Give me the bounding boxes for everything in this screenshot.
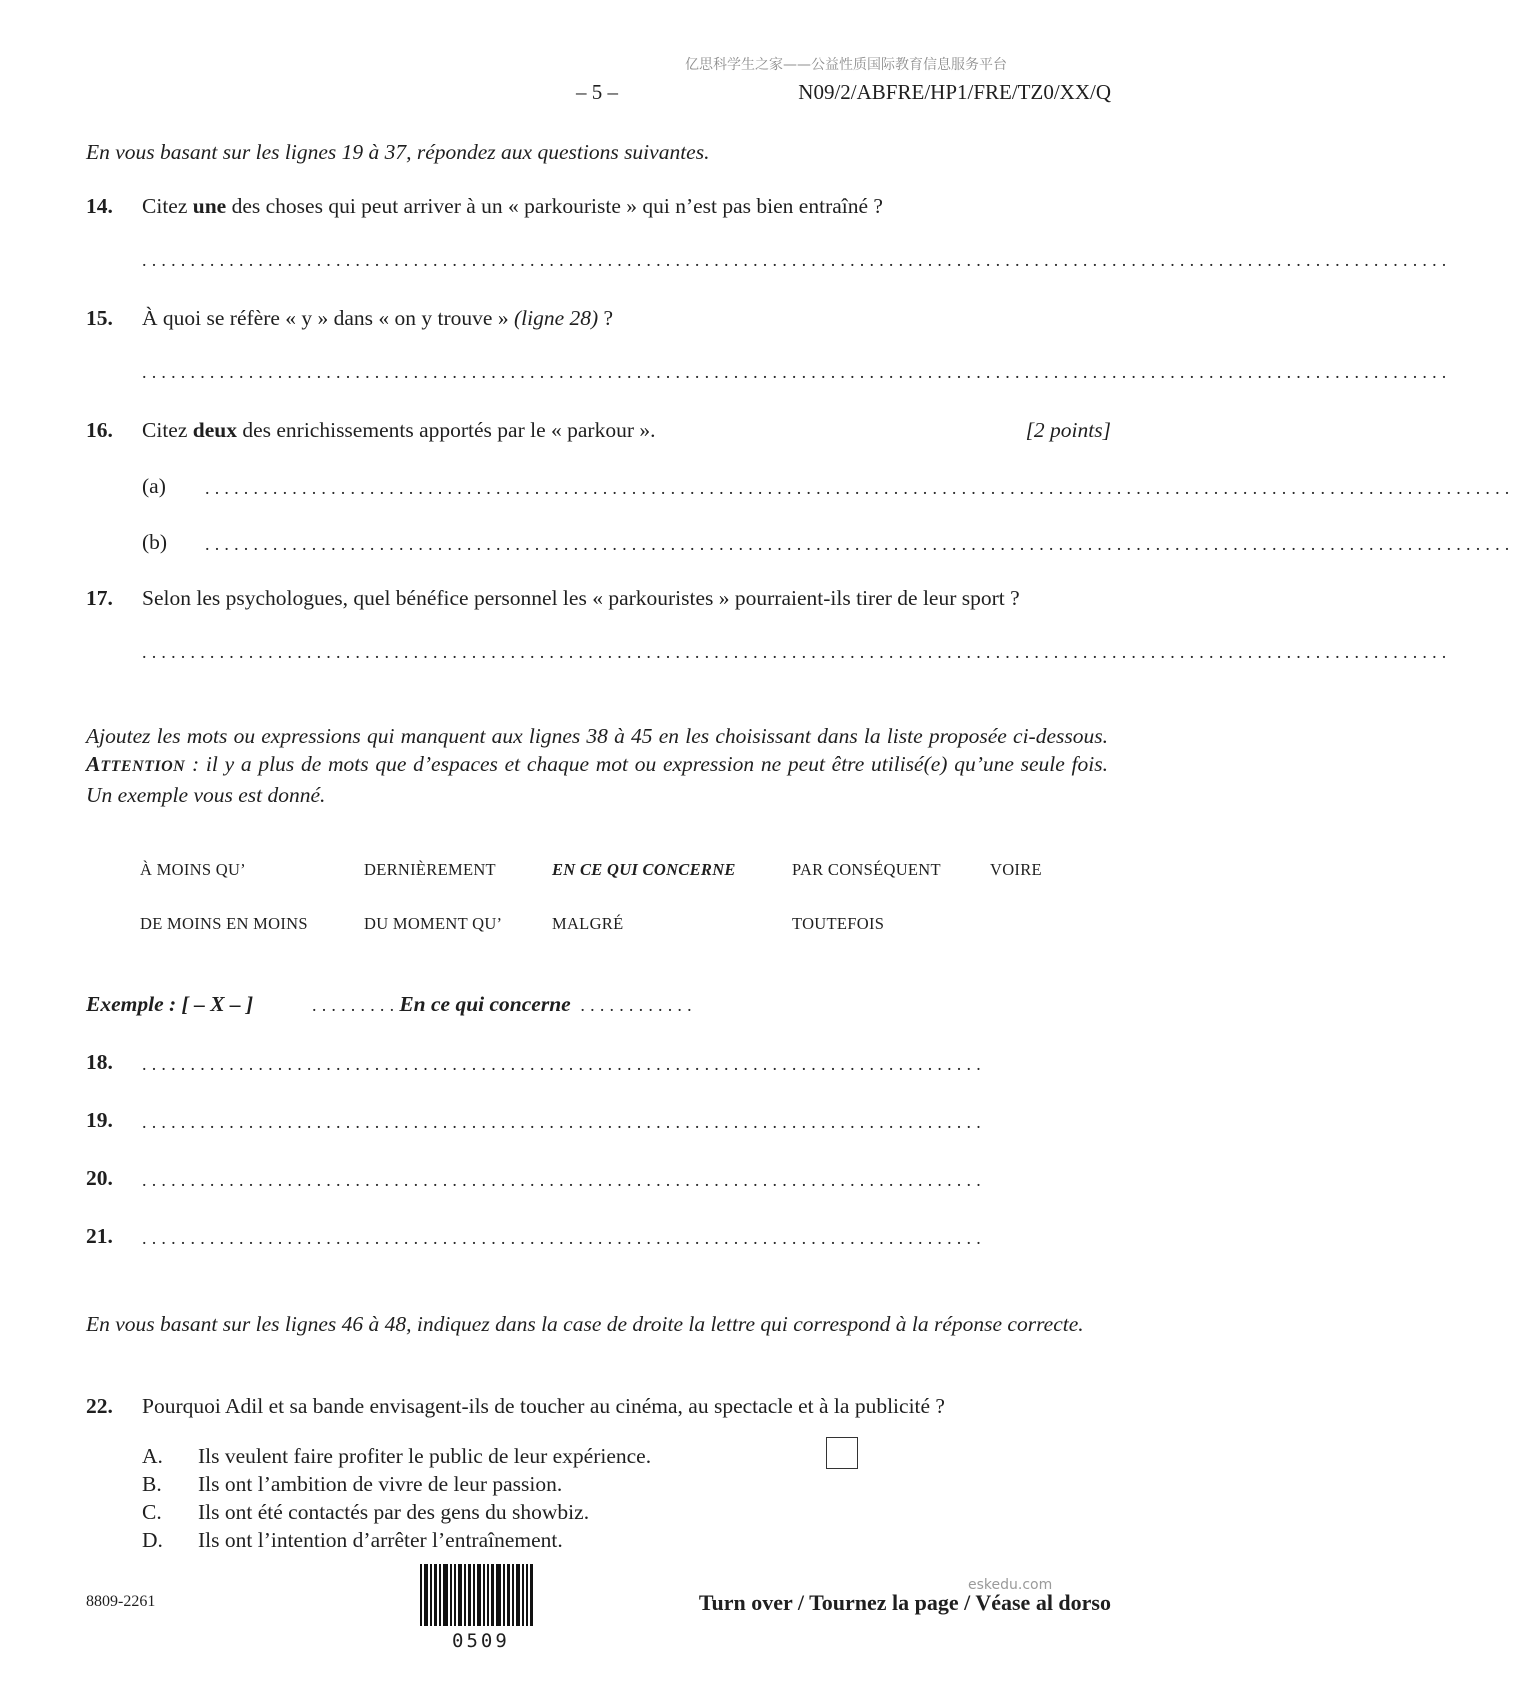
question-text: Selon les psychologues, quel bénéfice personnel les « parkouristes » pourraient-ils tirer de leur sport ? (142, 586, 1020, 610)
section2-instruction: Ajoutez les mots ou expressions qui manquent aux lignes 38 à 45 en les choisissant dans la liste proposée ci-dessous. ATTENTION : il y a plus de mots que d’espaces et chaque mot ou expression ne peut être utilisé(e) qu’une seule fois. Un exemple vous est donné. (86, 724, 1108, 807)
question-number: 19. (86, 1108, 113, 1132)
answer-line[interactable]: ....................................................................................................................................... (142, 250, 1452, 270)
example-answer: En ce qui concerne (399, 992, 571, 1016)
answer-line[interactable]: ....................................................................................................................................... (142, 362, 1452, 382)
turn-over-label: Turn over / Tournez la page / Véase al dorso (698, 1590, 1111, 1615)
question-text: Citez deux des enrichissements apportés par le « parkour ». (142, 418, 656, 442)
question-number: 14. (86, 194, 113, 218)
option-letter: C. (142, 1500, 162, 1524)
word-option: VOIRE (990, 860, 1042, 879)
paper-code: N09/2/ABFRE/HP1/FRE/TZ0/XX/Q (798, 80, 1111, 104)
answer-line[interactable]: ....................................................................................... (142, 1228, 986, 1248)
option-text: Ils ont l’ambition de vivre de leur passion. (198, 1472, 563, 1496)
page-number: – 5 – (576, 80, 618, 104)
question-number: 16. (86, 418, 113, 442)
option-text: Ils veulent faire profiter le public de leur expérience. (198, 1444, 652, 1468)
word-option: TOUTEFOIS (792, 914, 885, 933)
answer-box[interactable] (826, 1437, 858, 1469)
section1-instruction: En vous basant sur les lignes 19 à 37, répondez aux questions suivantes. (86, 140, 710, 164)
option-text: Ils ont l’intention d’arrêter l’entraînement. (198, 1528, 563, 1552)
barcode-number: 0509 (452, 1630, 510, 1652)
question-number: 20. (86, 1166, 113, 1190)
answer-line[interactable]: ....................................................................................... (142, 1054, 986, 1074)
option-text: Ils ont été contactés par des gens du showbiz. (198, 1500, 590, 1524)
watermark-text: 亿思科学生之家——公益性质国际教育信息服务平台 (685, 57, 1007, 73)
word-option: PAR CONSÉQUENT (792, 860, 941, 879)
option-letter: B. (142, 1472, 162, 1496)
word-option: DU MOMENT QU’ (364, 914, 503, 933)
option-letter: D. (142, 1528, 163, 1552)
answer-line[interactable]: ....................................................................................... (142, 1112, 986, 1132)
question-text: À quoi se réfère « y » dans « on y trouve » (ligne 28) ? (142, 306, 614, 330)
word-option: DE MOINS EN MOINS (140, 914, 308, 933)
section3-instruction: En vous basant sur les lignes 46 à 48, indiquez dans la case de droite la lettre qui correspond à la réponse correcte. (86, 1312, 1084, 1336)
answer-line-b[interactable]: ....................................................................................................................................... (205, 534, 1515, 554)
document-code: 8809-2261 (86, 1593, 156, 1610)
word-option: DERNIÈREMENT (364, 860, 496, 879)
answer-line-a[interactable]: ....................................................................................................................................... (205, 478, 1515, 498)
barcode-image (420, 1564, 535, 1626)
word-option: MALGRÉ (552, 914, 624, 933)
question-number: 18. (86, 1050, 113, 1074)
site-watermark: eskedu.com (968, 1577, 1053, 1593)
question-number: 22. (86, 1394, 113, 1418)
word-option-example: EN CE QUI CONCERNE (552, 860, 736, 879)
question-number: 15. (86, 306, 113, 330)
answer-line[interactable]: ....................................................................................... (142, 1170, 986, 1190)
example-label: Exemple : [ – X – ] (86, 992, 254, 1016)
points-label: [2 points] (1025, 418, 1111, 442)
question-text: Pourquoi Adil et sa bande envisagent-ils de toucher au cinéma, au spectacle et à la publicité ? (142, 1394, 945, 1418)
question-number: 21. (86, 1224, 113, 1248)
question-text: Citez une des choses qui peut arriver à un « parkouriste » qui n’est pas bien entraîné ? (142, 194, 883, 218)
question-number: 17. (86, 586, 113, 610)
answer-line[interactable]: ....................................................................................................................................... (142, 642, 1452, 662)
sub-label-a: (a) (142, 474, 166, 498)
sub-label-b: (b) (142, 530, 168, 554)
example-answer-line: .........En ce qui concerne ............ (312, 992, 697, 1016)
word-option: À MOINS QU’ (140, 860, 246, 879)
option-letter: A. (142, 1444, 163, 1468)
